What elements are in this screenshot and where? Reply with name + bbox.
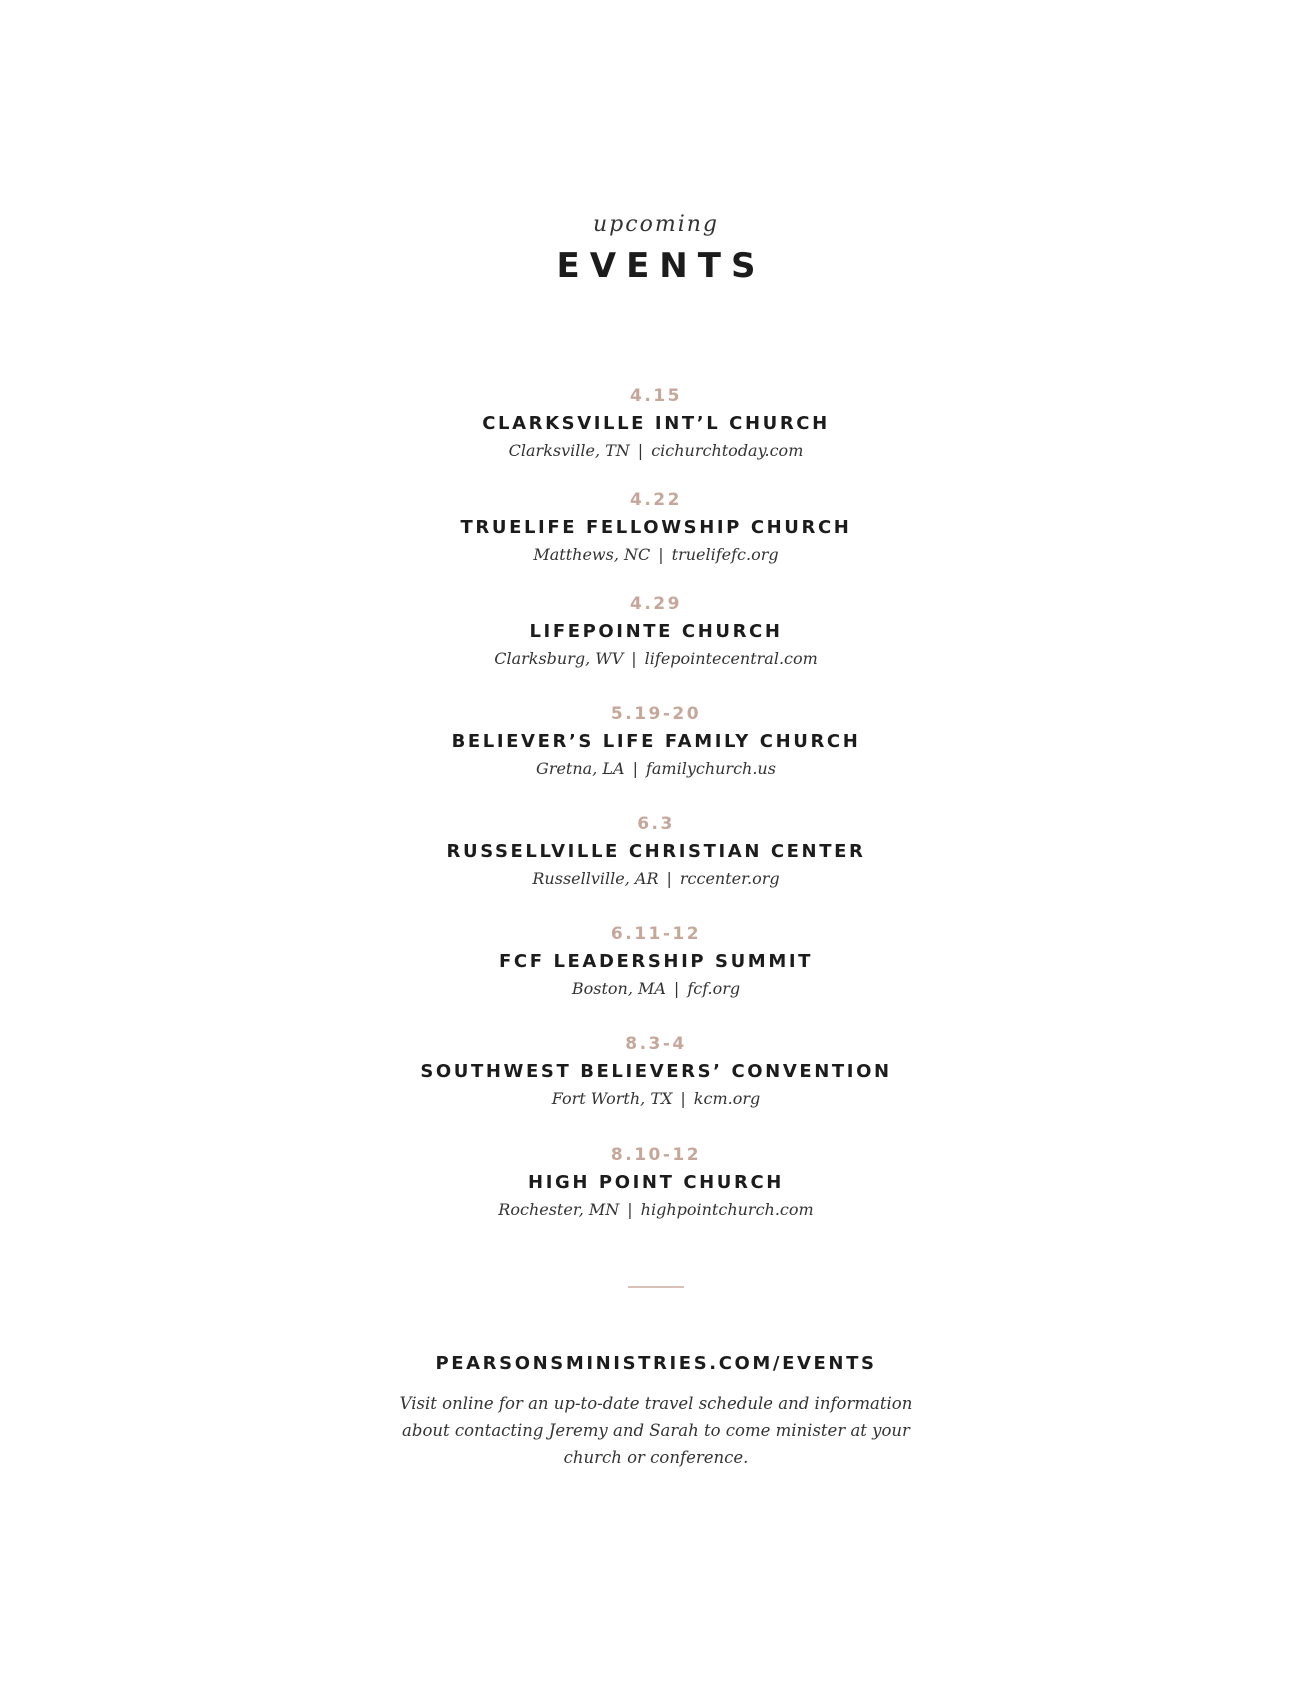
location-separator: | (637, 441, 644, 460)
event-date: 4.29 (630, 594, 682, 614)
event-place: Clarksville, TN (508, 441, 630, 460)
event-place: Clarksburg, WV (494, 649, 624, 668)
location-separator: | (673, 979, 680, 998)
event-location (0, 868, 1312, 890)
event-item (0, 923, 1312, 1000)
event-location (0, 440, 1312, 462)
event-name: TRUELIFE FELLOWSHIP CHURCH (460, 517, 852, 538)
event-item (0, 703, 1312, 780)
location-separator: | (632, 759, 638, 778)
event-website[interactable]: fcf.org (687, 979, 741, 998)
event-location (0, 648, 1312, 670)
event-website[interactable]: cichurchtoday.com (651, 441, 804, 460)
event-place: Boston, MA (571, 979, 666, 998)
header-kicker: upcoming (593, 212, 719, 237)
event-website[interactable]: rccenter.org (679, 869, 780, 888)
event-place: Fort Worth, TX (551, 1089, 673, 1108)
event-place: Gretna, LA (536, 759, 625, 778)
event-website[interactable]: familychurch.us (645, 759, 776, 778)
event-website[interactable]: kcm.org (693, 1089, 761, 1108)
divider (628, 1286, 684, 1288)
event-name: BELIEVER’S LIFE FAMILY CHURCH (451, 731, 861, 752)
event-name: LIFEPOINTE CHURCH (529, 621, 783, 642)
events-header (0, 210, 1312, 288)
event-item (0, 1144, 1312, 1221)
event-place: Russellville, AR (532, 869, 659, 888)
event-website[interactable]: lifepointecentral.com (644, 649, 818, 668)
event-date: 4.22 (630, 490, 682, 510)
events-link[interactable]: PEARSONSMINISTRIES.COM/EVENTS (435, 1353, 877, 1374)
event-place: Matthews, NC (533, 545, 651, 564)
event-name: CLARKSVILLE INT’L CHURCH (482, 413, 830, 434)
event-date: 8.10-12 (610, 1145, 702, 1165)
event-date: 6.3 (637, 814, 675, 834)
event-website[interactable]: truelifefc.org (671, 545, 779, 564)
page-title: EVENTS (556, 246, 766, 286)
event-date: 5.19-20 (610, 704, 702, 724)
event-location (0, 1088, 1312, 1110)
event-date: 4.15 (630, 386, 682, 406)
event-date: 8.3-4 (625, 1034, 687, 1054)
location-separator: | (631, 649, 637, 668)
event-name: FCF LEADERSHIP SUMMIT (498, 951, 814, 972)
event-location (0, 758, 1312, 780)
event-item (0, 1033, 1312, 1110)
location-separator: | (627, 1200, 633, 1219)
event-item (0, 813, 1312, 890)
event-name: SOUTHWEST BELIEVERS’ CONVENTION (420, 1061, 892, 1082)
event-name: RUSSELLVILLE CHRISTIAN CENTER (446, 841, 866, 862)
event-location (0, 544, 1312, 566)
event-item (0, 593, 1312, 670)
event-item (0, 385, 1312, 462)
location-separator: | (680, 1089, 686, 1108)
event-item (0, 489, 1312, 566)
location-separator: | (666, 869, 672, 888)
event-date: 6.11-12 (610, 924, 702, 944)
event-name: HIGH POINT CHURCH (528, 1172, 784, 1193)
event-place: Rochester, MN (498, 1200, 620, 1219)
footer (0, 1352, 1312, 1471)
event-location (0, 978, 1312, 1000)
footer-description: Visit online for an up-to-date travel schedule and information about contacting Jeremy and Sarah to come minister at your church or conference. (399, 1394, 913, 1467)
event-website[interactable]: highpointchurch.com (640, 1200, 814, 1219)
location-separator: | (658, 545, 664, 564)
event-location (0, 1199, 1312, 1221)
